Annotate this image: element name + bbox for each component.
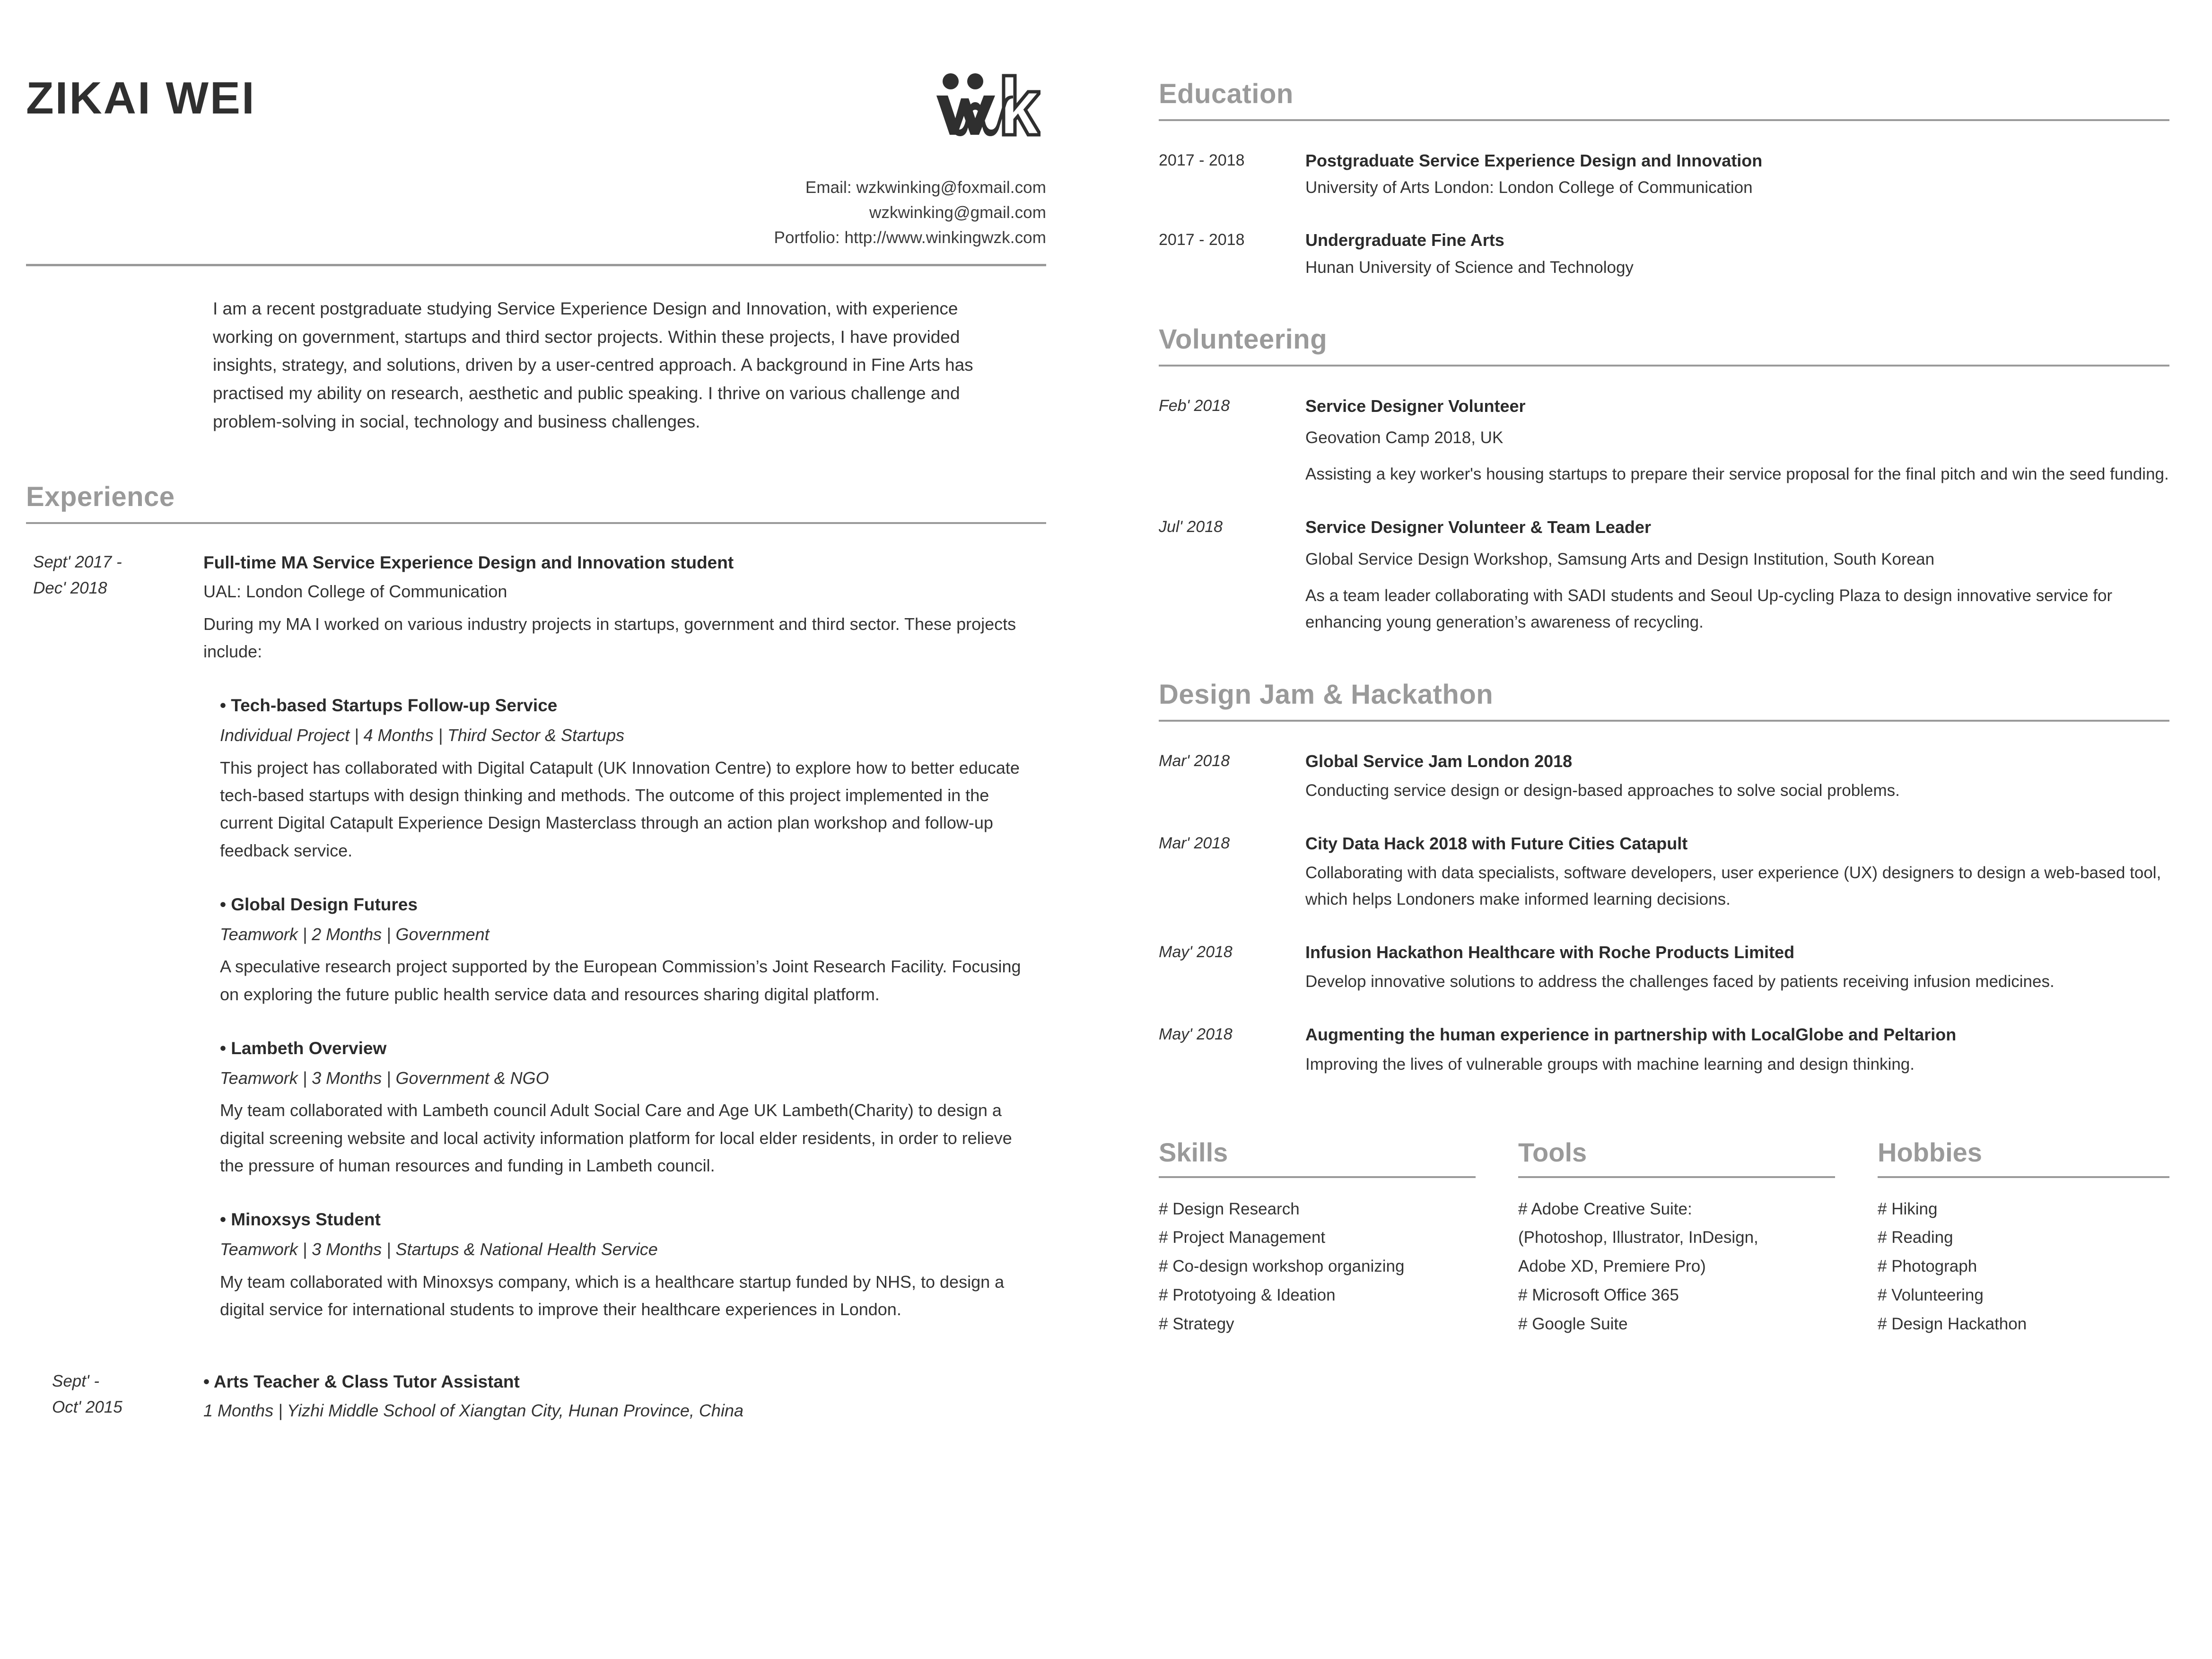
education-entry-institution: Hunan University of Science and Technology <box>1305 258 1634 277</box>
education-entry-title: Postgraduate Service Experience Design and Innovation <box>1305 151 1763 170</box>
design-jam-entry-description: Develop innovative solutions to address the challenges faced by patients receiving infusion medicines. <box>1305 972 2055 991</box>
list-item: # Strategy <box>1159 1315 1234 1334</box>
education-entry-body <box>1305 148 2169 201</box>
experience-entry-description: During my MA I worked on various industry projects in startups, government and third sector. These projects include: <box>203 614 1016 661</box>
right-column <box>1088 0 2212 1659</box>
experience-divider <box>26 522 1046 524</box>
header-row <box>19 61 1050 140</box>
design-jam-entry-body <box>1305 831 2169 913</box>
volunteering-entry-title: Service Designer Volunteer & Team Leader <box>1305 517 1651 537</box>
experience-entry-date <box>26 1369 203 1423</box>
contact-portfolio-link[interactable]: Portfolio: http://www.winkingwzk.com <box>774 228 1046 247</box>
experience-entry-main <box>26 550 1046 665</box>
volunteering-section <box>1159 323 2169 636</box>
list-item: # Design Hackathon <box>1878 1315 2027 1334</box>
project-description: A speculative research project supported by the European Commission’s Joint Research Facility. Focusing on exploring the future public health service data and resources sharing digital platform. <box>220 957 1021 1004</box>
education-entry <box>1159 148 2169 201</box>
design-jam-entry-body <box>1305 940 2169 995</box>
volunteering-heading: Volunteering <box>1159 323 1328 355</box>
page-title: ZIKAI WEI <box>26 73 256 123</box>
experience-date-line-2: Dec' 2018 <box>33 578 107 597</box>
contact-email-primary[interactable]: Email: wzkwinking@foxmail.com <box>805 178 1046 197</box>
design-jam-entry-title: Global Service Jam London 2018 <box>1305 751 1573 771</box>
summary-text: I am a recent postgraduate studying Service Experience Design and Innovation, with experience working on government, startups and third sector projects. Within these projects, I have provided insights, strategy, and solutions, driven by a user-centred approach. A background in Fine Arts has practised my ability on research, aesthetic and public speaking. I thrive on various challenge and problem-solving in social, technology and business challenges. <box>213 298 973 432</box>
design-jam-entry-date: Mar' 2018 <box>1159 751 1230 770</box>
design-jam-entry-description: Improving the lives of vulnerable groups with machine learning and design thinking. <box>1305 1055 1915 1074</box>
experience-entry-teacher <box>26 1369 1046 1423</box>
tools-list <box>1518 1195 1878 1339</box>
tools-column <box>1518 1139 1878 1339</box>
skills-column <box>1159 1139 1518 1339</box>
volunteering-entry-body <box>1305 394 2169 488</box>
design-jam-entry <box>1159 1022 2169 1077</box>
experience-entry-date <box>26 550 203 665</box>
education-entry-body <box>1305 228 2169 280</box>
list-item: # Reading <box>1878 1228 1953 1247</box>
design-jam-heading: Design Jam & Hackathon <box>1159 679 1494 710</box>
list-item: # Hiking <box>1878 1199 1938 1218</box>
teacher-date-line-2: Oct' 2015 <box>52 1397 122 1416</box>
design-jam-entry-body <box>1305 749 2169 804</box>
list-item: # Photograph <box>1878 1257 1977 1276</box>
header-divider <box>26 264 1046 266</box>
design-jam-entry-title: Infusion Hackathon Healthcare with Roche Products Limited <box>1305 943 1795 962</box>
project-meta: Individual Project | 4 Months | Third Sector & Startups <box>220 725 625 745</box>
skills-list <box>1159 1195 1518 1339</box>
experience-entry-body <box>203 1369 1046 1423</box>
list-item: Adobe XD, Premiere Pro) <box>1518 1257 1706 1276</box>
contact-block <box>19 175 1050 251</box>
skills-heading: Skills <box>1159 1137 1228 1167</box>
design-jam-entry-date: Mar' 2018 <box>1159 834 1230 852</box>
tools-divider <box>1518 1176 1835 1178</box>
list-item: (Photoshop, Illustrator, InDesign, <box>1518 1228 1758 1247</box>
hobbies-divider <box>1878 1176 2169 1178</box>
design-jam-entry <box>1159 749 2169 804</box>
list-item: # Google Suite <box>1518 1315 1628 1334</box>
project-title: • Lambeth Overview <box>220 1038 387 1058</box>
project-item <box>220 1036 1038 1179</box>
project-description: This project has collaborated with Digital Catapult (UK Innovation Centre) to explore how to better educate tech-based startups with design thinking and methods. The outcome of this project implemented in the current Digital Catapult Experience Design Masterclass through an action plan workshop and follow-up feedback service. <box>220 758 1020 860</box>
design-jam-divider <box>1159 720 2169 722</box>
list-item: # Adobe Creative Suite: <box>1518 1199 1692 1218</box>
volunteering-entry-title: Service Designer Volunteer <box>1305 396 1526 416</box>
design-jam-entry-date: May' 2018 <box>1159 1025 1233 1044</box>
education-entry-institution: University of Arts London: London College of Communication <box>1305 178 1753 197</box>
experience-heading: Experience <box>26 481 175 513</box>
volunteering-divider <box>1159 365 2169 367</box>
design-jam-entry-description: Collaborating with data specialists, software developers, user experience (UX) designers to design a web-based tool, which helps Londoners make informed learning decisions. <box>1305 864 2161 909</box>
education-entry-date: 2017 - 2018 <box>1159 231 1245 249</box>
education-section <box>1159 80 2169 280</box>
skills-tools-hobbies-row <box>1159 1139 2169 1339</box>
volunteering-entry-date: Jul' 2018 <box>1159 518 1223 536</box>
hobbies-list <box>1878 1195 2169 1339</box>
teacher-entry-title: • Arts Teacher & Class Tutor Assistant <box>203 1372 520 1392</box>
list-item: # Volunteering <box>1878 1286 1984 1305</box>
experience-entry-institution: UAL: London College of Communication <box>203 581 507 601</box>
wk-monogram-logo <box>932 71 1040 140</box>
skills-divider <box>1159 1176 1476 1178</box>
design-jam-entry-description: Conducting service design or design-based approaches to solve social problems. <box>1305 781 1900 800</box>
hobbies-heading: Hobbies <box>1878 1137 1982 1167</box>
design-jam-entry <box>1159 831 2169 913</box>
volunteering-entry <box>1159 515 2169 635</box>
project-item <box>220 693 1038 864</box>
list-item: # Project Management <box>1159 1228 1326 1247</box>
project-title: • Tech-based Startups Follow-up Service <box>220 696 558 716</box>
project-item <box>220 892 1038 1008</box>
design-jam-entry-title: City Data Hack 2018 with Future Cities Catapult <box>1305 833 1688 853</box>
hobbies-column <box>1878 1139 2169 1339</box>
project-description: My team collaborated with Minoxsys company, which is a healthcare startup funded by NHS, to design a digital service for international students to improve their healthcare experiences in London. <box>220 1272 1005 1319</box>
project-description: My team collaborated with Lambeth council Adult Social Care and Age UK Lambeth(Charity) to design a digital screening website and local activity information platform for local elder residents, in order to relieve the pressure of human resources and funding in Lambeth council. <box>220 1100 1012 1175</box>
design-jam-entry-body <box>1305 1022 2169 1077</box>
education-entry-date: 2017 - 2018 <box>1159 151 1245 169</box>
project-item <box>220 1207 1038 1323</box>
summary-block <box>213 295 1017 437</box>
list-item: # Co-design workshop organizing <box>1159 1257 1405 1276</box>
volunteering-entry-description: As a team leader collaborating with SADI students and Seoul Up-cycling Plaza to design innovative service for enhancing young generation’s awareness of recycling. <box>1305 586 2113 631</box>
tools-heading: Tools <box>1518 1137 1587 1167</box>
list-item: # Design Research <box>1159 1199 1300 1218</box>
project-meta: Teamwork | 2 Months | Government <box>220 924 490 944</box>
volunteering-entry-date: Feb' 2018 <box>1159 396 1230 415</box>
design-jam-entry-date: May' 2018 <box>1159 943 1233 961</box>
project-meta: Teamwork | 3 Months | Government & NGO <box>220 1068 549 1088</box>
project-title: • Minoxsys Student <box>220 1210 381 1230</box>
volunteering-entry-body <box>1305 515 2169 635</box>
teacher-entry-meta: 1 Months | Yizhi Middle School of Xiangtan City, Hunan Province, China <box>203 1400 743 1420</box>
volunteering-entry-description: Assisting a key worker's housing startups to prepare their service proposal for the final pitch and win the seed funding. <box>1305 465 2169 484</box>
experience-date-line-1: Sept' 2017 - <box>33 553 122 572</box>
volunteering-entry <box>1159 394 2169 488</box>
project-title: • Global Design Futures <box>220 894 418 914</box>
experience-entry-title: Full-time MA Service Experience Design and Innovation student <box>203 553 734 573</box>
design-jam-section <box>1159 681 2169 1078</box>
left-column <box>0 0 1088 1659</box>
experience-entry-body <box>203 550 1046 665</box>
list-item: # Microsoft Office 365 <box>1518 1286 1679 1305</box>
design-jam-entry <box>1159 940 2169 995</box>
design-jam-entry-title: Augmenting the human experience in partnership with LocalGlobe and Peltarion <box>1305 1025 1957 1045</box>
contact-email-secondary[interactable]: wzkwinking@gmail.com <box>869 203 1046 222</box>
experience-section <box>26 483 1046 1423</box>
education-entry-title: Undergraduate Fine Arts <box>1305 230 1504 250</box>
list-item: # Prototyoing & Ideation <box>1159 1286 1336 1305</box>
project-meta: Teamwork | 3 Months | Startups & National Health Service <box>220 1239 658 1259</box>
teacher-date-line-1: Sept' - <box>52 1372 100 1391</box>
volunteering-entry-org: Global Service Design Workshop, Samsung Arts and Design Institution, South Korean <box>1305 550 1935 568</box>
education-heading: Education <box>1159 79 1294 109</box>
volunteering-entry-org: Geovation Camp 2018, UK <box>1305 428 1504 447</box>
education-divider <box>1159 119 2169 121</box>
education-entry <box>1159 228 2169 280</box>
